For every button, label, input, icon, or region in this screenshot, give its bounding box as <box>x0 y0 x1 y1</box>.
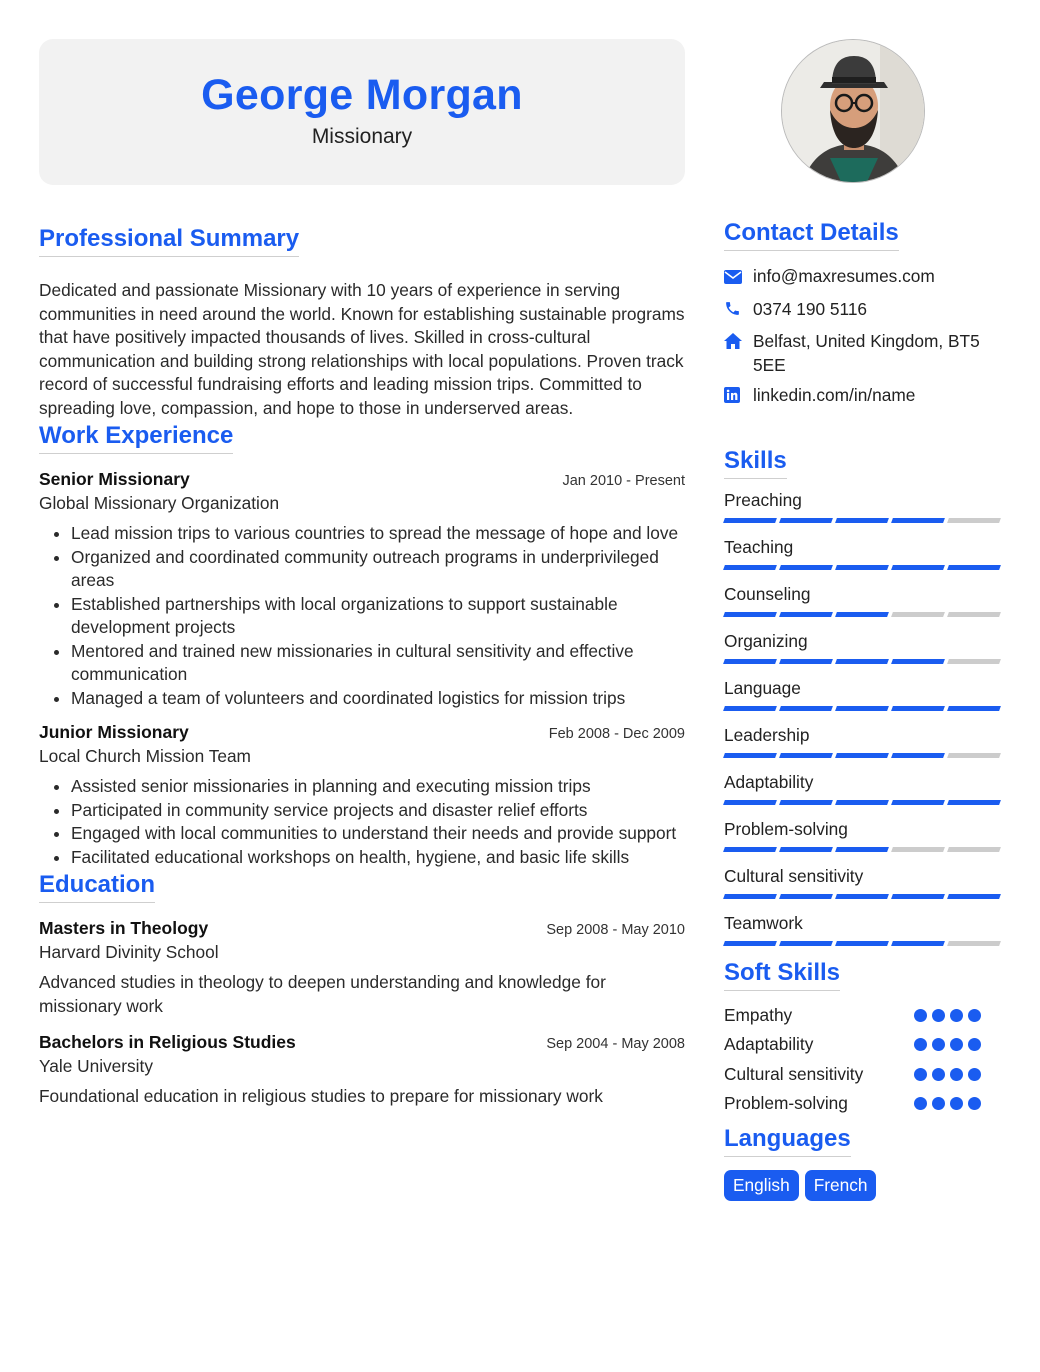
education-description: Foundational education in religious studies to prepare for missionary work <box>39 1086 603 1106</box>
languages-heading: Languages <box>724 1125 851 1157</box>
list-item: • Assisted senior missionaries in planning and executing mission trips <box>71 775 685 799</box>
list-item: • Mentored and trained new missionaries in cultural sensitivity and effective communication <box>71 640 685 687</box>
skill-level-segment <box>779 659 833 664</box>
skill-level-segment <box>947 894 1001 899</box>
language-tag: English <box>724 1170 799 1201</box>
skill-level-segment <box>779 894 833 899</box>
skill-row <box>724 583 1002 617</box>
skill-level-segment <box>947 847 1001 852</box>
skill-label: Leadership <box>724 724 810 745</box>
language-tag: French <box>805 1170 877 1201</box>
job-entry <box>39 722 685 869</box>
skill-label: Teaching <box>724 536 794 557</box>
contact-phone-text: 0374 190 5116 <box>753 298 868 319</box>
list-item: • Managed a team of volunteers and coordinated logistics for mission trips <box>71 687 685 711</box>
phone-icon <box>724 298 753 324</box>
education-description: Advanced studies in theology to deepen understanding and knowledge for missionary work <box>39 972 606 1016</box>
summary-section <box>39 225 685 420</box>
skill-level-segment <box>723 847 777 852</box>
soft-skill-label: Empathy <box>724 1004 793 1025</box>
contact-linkedin[interactable] <box>724 384 1002 410</box>
envelope-icon <box>724 265 753 291</box>
skill-level-segment <box>723 941 777 946</box>
job-entry-org: Local Church Mission Team <box>39 746 251 766</box>
skill-level-segment <box>779 800 833 805</box>
skill-level-segment <box>947 800 1001 805</box>
summary-text: Dedicated and passionate Missionary with 10 years of experience in serving communities in need around the world. Known for establishing sustainable programs that have positively impacted thousands of lives. Skilled in cross-cultural communication and building strong relationships with local populations. Proven track record of successful fundraising efforts and leading mission trips. Committed to spreading love, compassion, and hope to those in underserved areas. <box>39 280 685 418</box>
contact-address-text: Belfast, United Kingdom, BT5 5EE <box>753 331 980 375</box>
list-item: • Established partnerships with local organizations to support sustainable development projects <box>71 593 685 640</box>
skill-level-segment <box>779 518 833 523</box>
skill-level-segment <box>947 941 1001 946</box>
job-title: Missionary <box>311 125 413 148</box>
rating-dots <box>914 1068 981 1081</box>
skill-level-segment <box>891 800 945 805</box>
soft-skill-label: Problem-solving <box>724 1093 848 1114</box>
education-degree: Bachelors in Religious Studies <box>39 1032 296 1052</box>
skill-level-segment <box>723 565 777 570</box>
skills-list <box>724 489 1002 946</box>
home-icon <box>724 330 753 356</box>
skill-level-segment <box>947 518 1001 523</box>
soft-skill-row <box>724 1001 1002 1031</box>
skills-heading: Skills <box>724 447 787 479</box>
skill-level-segment <box>891 753 945 758</box>
soft-skills-heading: Soft Skills <box>724 959 840 991</box>
skill-level-segment <box>723 800 777 805</box>
skill-level-bar <box>724 706 1002 711</box>
rating-dots <box>914 1038 981 1051</box>
skill-level-segment <box>947 659 1001 664</box>
skill-level-segment <box>891 847 945 852</box>
education-heading: Education <box>39 871 155 903</box>
skill-row <box>724 912 1002 946</box>
skill-label: Adaptability <box>724 771 814 792</box>
skill-row <box>724 630 1002 664</box>
soft-skill-row <box>724 1030 1002 1060</box>
list-item: • Participated in community service projects and disaster relief efforts <box>71 799 685 823</box>
skill-level-segment <box>835 800 889 805</box>
skill-label: Teamwork <box>724 912 803 933</box>
job-bullets <box>39 775 685 869</box>
skill-level-segment <box>891 941 945 946</box>
skill-level-segment <box>779 612 833 617</box>
education-degree: Masters in Theology <box>39 918 209 938</box>
education-entry <box>39 918 685 1018</box>
skill-row <box>724 865 1002 899</box>
job-entry-date: Feb 2008 - Dec 2009 <box>548 726 685 742</box>
skill-level-bar <box>724 612 1002 617</box>
skill-level-segment <box>835 847 889 852</box>
skill-level-segment <box>723 518 777 523</box>
skill-level-segment <box>723 894 777 899</box>
skill-level-segment <box>947 565 1001 570</box>
contact-phone[interactable] <box>724 298 1002 324</box>
skill-level-segment <box>835 659 889 664</box>
skill-label: Counseling <box>724 583 811 604</box>
candidate-name: George Morgan <box>201 71 523 119</box>
contact-linkedin-text: linkedin.com/in/name <box>753 385 916 405</box>
education-school: Harvard Divinity School <box>39 942 219 962</box>
job-entry <box>39 469 685 710</box>
soft-skill-row <box>724 1089 1002 1119</box>
skill-level-segment <box>723 612 777 617</box>
skill-level-segment <box>835 518 889 523</box>
skill-level-segment <box>835 706 889 711</box>
skill-row <box>724 536 1002 570</box>
rating-dots <box>914 1097 981 1110</box>
contact-section <box>724 219 1002 410</box>
contact-heading: Contact Details <box>724 219 899 251</box>
skill-level-segment <box>779 565 833 570</box>
experience-heading: Work Experience <box>39 422 233 454</box>
skill-level-bar <box>724 847 1002 852</box>
contact-address <box>724 330 1002 377</box>
skill-row <box>724 818 1002 852</box>
list-item: • Facilitated educational workshops on health, hygiene, and basic life skills <box>71 846 685 870</box>
main-column <box>39 39 685 1109</box>
soft-skill-label: Cultural sensitivity <box>724 1063 864 1084</box>
job-entry-org: Global Missionary Organization <box>39 493 280 513</box>
skill-level-segment <box>835 612 889 617</box>
soft-skill-label: Adaptability <box>724 1034 814 1055</box>
job-entry-title: Senior Missionary <box>39 469 190 489</box>
name-header <box>39 39 685 185</box>
skill-level-segment <box>947 753 1001 758</box>
skill-level-bar <box>724 659 1002 664</box>
skill-level-bar <box>724 753 1002 758</box>
skills-section <box>724 447 1002 946</box>
skill-level-bar <box>724 565 1002 570</box>
skill-level-segment <box>891 659 945 664</box>
skill-level-bar <box>724 894 1002 899</box>
list-item: • Lead mission trips to various countries to spread the message of hope and love <box>71 522 685 546</box>
profile-photo <box>781 39 925 183</box>
skill-level-bar <box>724 941 1002 946</box>
skill-level-segment <box>835 565 889 570</box>
education-date: Sep 2008 - May 2010 <box>546 922 685 938</box>
skill-level-segment <box>891 706 945 711</box>
summary-heading: Professional Summary <box>39 225 299 257</box>
experience-section <box>39 422 685 869</box>
skill-level-segment <box>723 753 777 758</box>
skill-row <box>724 489 1002 523</box>
skill-row <box>724 771 1002 805</box>
skill-row <box>724 677 1002 711</box>
skill-level-segment <box>723 706 777 711</box>
skill-level-bar <box>724 800 1002 805</box>
job-bullets <box>39 522 685 710</box>
skill-label: Cultural sensitivity <box>724 865 864 886</box>
portrait-image <box>782 40 925 183</box>
list-item: • Engaged with local communities to understand their needs and provide support <box>71 822 685 846</box>
skill-label: Language <box>724 677 801 698</box>
job-entry-date: Jan 2010 - Present <box>562 473 685 489</box>
education-date: Sep 2004 - May 2008 <box>546 1036 685 1052</box>
skill-level-segment <box>891 894 945 899</box>
skill-level-segment <box>779 941 833 946</box>
skill-label: Organizing <box>724 630 808 651</box>
soft-skills-section <box>724 959 1002 1119</box>
skill-level-segment <box>835 941 889 946</box>
rating-dots <box>914 1009 981 1022</box>
skill-level-segment <box>723 659 777 664</box>
contact-email-text: info@maxresumes.com <box>753 266 935 286</box>
education-section <box>39 871 685 1109</box>
education-school: Yale University <box>39 1056 153 1076</box>
soft-skill-row <box>724 1060 1002 1090</box>
job-entry-title: Junior Missionary <box>39 722 189 742</box>
sidebar-column <box>724 39 1002 1201</box>
skill-row <box>724 724 1002 758</box>
skill-level-bar <box>724 518 1002 523</box>
skill-level-segment <box>835 894 889 899</box>
skill-level-segment <box>835 753 889 758</box>
skill-label: Problem-solving <box>724 818 848 839</box>
languages-section <box>724 1125 1002 1201</box>
linkedin-icon <box>724 384 753 410</box>
skill-label: Preaching <box>724 489 802 510</box>
skill-level-segment <box>779 706 833 711</box>
skill-level-segment <box>891 612 945 617</box>
skill-level-segment <box>947 612 1001 617</box>
skill-level-segment <box>891 565 945 570</box>
education-entry <box>39 1032 685 1109</box>
skill-level-segment <box>947 706 1001 711</box>
skill-level-segment <box>891 518 945 523</box>
skill-level-segment <box>779 753 833 758</box>
skill-level-segment <box>779 847 833 852</box>
contact-email[interactable] <box>724 265 1002 291</box>
list-item: • Organized and coordinated community outreach programs in underprivileged areas <box>71 546 685 593</box>
